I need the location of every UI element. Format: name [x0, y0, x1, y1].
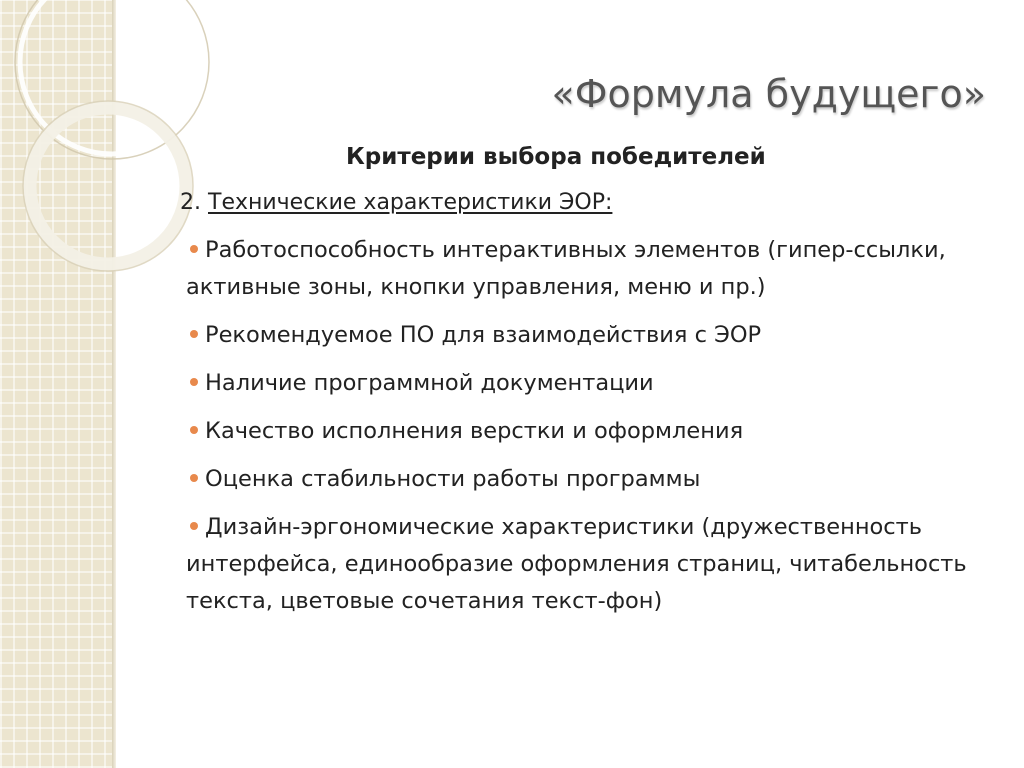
section-heading [180, 190, 612, 215]
section-title: Технические характеристики ЭОР: [208, 190, 613, 215]
slide-subtitle: Критерии выбора победителей [346, 144, 766, 170]
list-item-text: Дизайн-эргономические характеристики (дружественность интерфейса, единообразие оформления страниц, читабельность текста, цветовые сочетания текст-фон) [186, 514, 967, 614]
list-item [186, 317, 994, 354]
list-item [186, 413, 994, 450]
criteria-list [186, 232, 994, 631]
list-item-text: Наличие программной документации [205, 370, 654, 396]
bullet-dot-icon [190, 426, 198, 434]
slide-title: «Формула будущего» [551, 72, 986, 116]
list-item [186, 461, 994, 498]
section-number: 2. [180, 190, 201, 215]
bullet-dot-icon [190, 474, 198, 482]
list-item [186, 365, 994, 402]
bullet-dot-icon [190, 378, 198, 386]
list-item [186, 232, 976, 306]
bullet-dot-icon [190, 330, 198, 338]
list-item-text: Рекомендуемое ПО для взаимодействия с ЭОР [205, 322, 762, 348]
list-item-text: Качество исполнения верстки и оформления [205, 418, 744, 444]
list-item [186, 509, 976, 620]
bullet-dot-icon [190, 522, 198, 530]
bullet-dot-icon [190, 245, 198, 253]
list-item-text: Работоспособность интерактивных элементов (гипер-ссылки, активные зоны, кнопки управления, меню и пр.) [186, 237, 946, 300]
list-item-text: Оценка стабильности работы программы [205, 466, 701, 492]
